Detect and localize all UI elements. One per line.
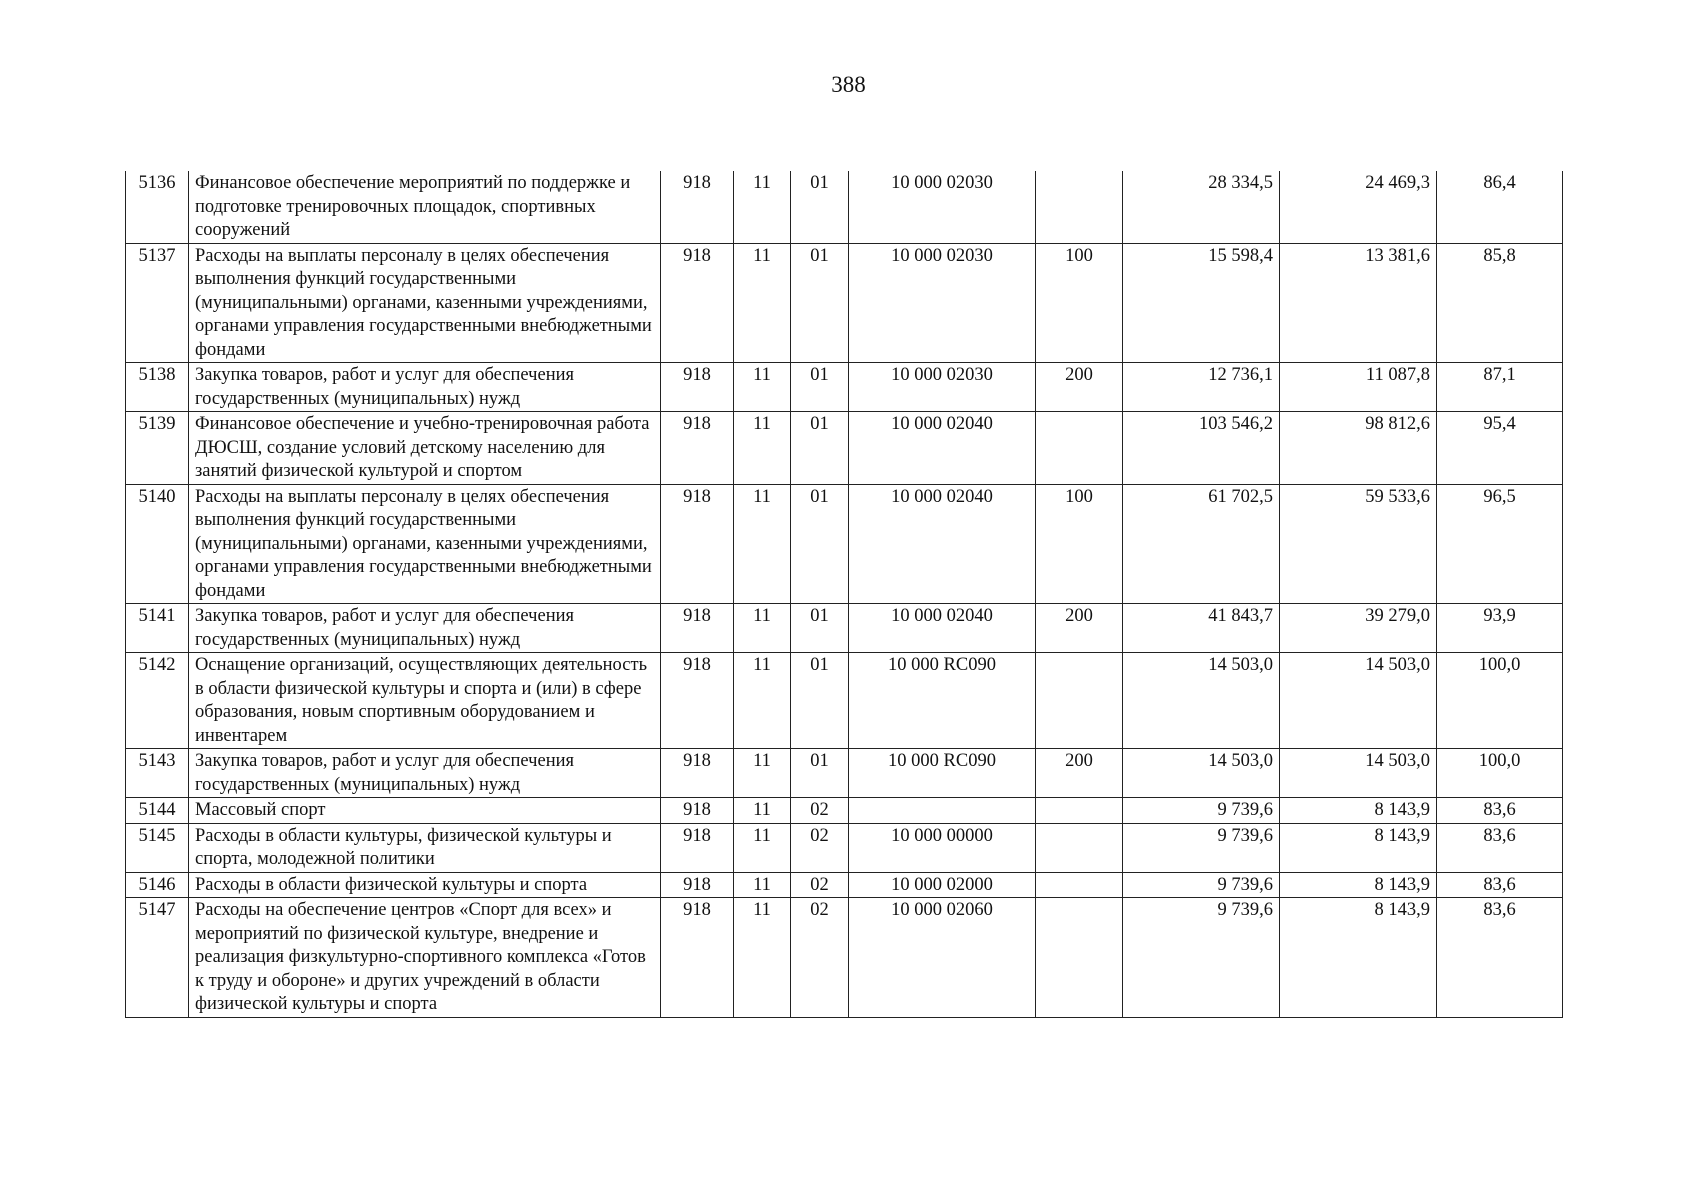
row-name: Расходы на выплаты персоналу в целях обеспечения выполнения функций государственными (муниципальными) органами, казенными учреждениями, органами управления государственными внебюджетными фондами <box>189 484 661 604</box>
execution-percent: 86,4 <box>1437 171 1563 243</box>
target-article-code: 10 000 00000 <box>849 823 1036 872</box>
row-number: 5147 <box>126 898 189 1018</box>
row-number: 5141 <box>126 604 189 653</box>
actual-amount: 13 381,6 <box>1280 243 1437 363</box>
section-code: 11 <box>734 243 791 363</box>
actual-amount: 8 143,9 <box>1280 798 1437 824</box>
actual-amount: 14 503,0 <box>1280 653 1437 749</box>
subsection-code: 01 <box>791 653 849 749</box>
row-number: 5137 <box>126 243 189 363</box>
row-name: Расходы на выплаты персоналу в целях обеспечения выполнения функций государственными (муниципальными) органами, казенными учреждениями, органами управления государственными внебюджетными фондами <box>189 243 661 363</box>
subsection-code: 01 <box>791 749 849 798</box>
actual-amount: 11 087,8 <box>1280 363 1437 412</box>
row-name: Расходы на обеспечение центров «Спорт для всех» и мероприятий по физической культуре, внедрение и реализация физкультурно-спортивного комплекса «Готов к труду и обороне» и других учреждений в области физической культуры и спорта <box>189 898 661 1018</box>
dept-code: 918 <box>661 171 734 243</box>
page-number: 388 <box>831 72 866 97</box>
section-code: 11 <box>734 798 791 824</box>
plan-amount: 9 739,6 <box>1123 823 1280 872</box>
subsection-code: 01 <box>791 484 849 604</box>
row-name: Закупка товаров, работ и услуг для обеспечения государственных (муниципальных) нужд <box>189 604 661 653</box>
table-row <box>126 363 1563 412</box>
actual-amount: 98 812,6 <box>1280 412 1437 485</box>
row-number: 5144 <box>126 798 189 824</box>
execution-percent: 83,6 <box>1437 798 1563 824</box>
dept-code: 918 <box>661 363 734 412</box>
budget-table <box>125 171 1563 1018</box>
dept-code: 918 <box>661 749 734 798</box>
row-name: Закупка товаров, работ и услуг для обеспечения государственных (муниципальных) нужд <box>189 749 661 798</box>
target-article-code: 10 000 RC090 <box>849 749 1036 798</box>
table-row <box>126 243 1563 363</box>
execution-percent: 100,0 <box>1437 749 1563 798</box>
row-name: Финансовое обеспечение и учебно-тренировочная работа ДЮСШ, создание условий детскому населению для занятий физической культурой и спортом <box>189 412 661 485</box>
execution-percent: 83,6 <box>1437 898 1563 1018</box>
actual-amount: 8 143,9 <box>1280 823 1437 872</box>
expense-type-code: 200 <box>1036 604 1123 653</box>
dept-code: 918 <box>661 872 734 898</box>
section-code: 11 <box>734 749 791 798</box>
plan-amount: 61 702,5 <box>1123 484 1280 604</box>
execution-percent: 83,6 <box>1437 823 1563 872</box>
execution-percent: 87,1 <box>1437 363 1563 412</box>
execution-percent: 85,8 <box>1437 243 1563 363</box>
dept-code: 918 <box>661 243 734 363</box>
table-row <box>126 872 1563 898</box>
plan-amount: 9 739,6 <box>1123 798 1280 824</box>
dept-code: 918 <box>661 798 734 824</box>
row-name: Расходы в области культуры, физической культуры и спорта, молодежной политики <box>189 823 661 872</box>
row-name: Оснащение организаций, осуществляющих деятельность в области физической культуры и спорта и (или) в сфере образования, новым спортивным оборудованием и инвентарем <box>189 653 661 749</box>
row-name: Финансовое обеспечение мероприятий по поддержке и подготовке тренировочных площадок, спортивных сооружений <box>189 171 661 243</box>
row-name: Закупка товаров, работ и услуг для обеспечения государственных (муниципальных) нужд <box>189 363 661 412</box>
subsection-code: 01 <box>791 363 849 412</box>
dept-code: 918 <box>661 604 734 653</box>
plan-amount: 103 546,2 <box>1123 412 1280 485</box>
actual-amount: 24 469,3 <box>1280 171 1437 243</box>
target-article-code: 10 000 RC090 <box>849 653 1036 749</box>
subsection-code: 02 <box>791 823 849 872</box>
table-row <box>126 653 1563 749</box>
table-row <box>126 898 1563 1018</box>
row-number: 5138 <box>126 363 189 412</box>
execution-percent: 100,0 <box>1437 653 1563 749</box>
section-code: 11 <box>734 484 791 604</box>
expense-type-code: 200 <box>1036 363 1123 412</box>
section-code: 11 <box>734 898 791 1018</box>
subsection-code: 01 <box>791 604 849 653</box>
dept-code: 918 <box>661 823 734 872</box>
expense-type-code <box>1036 898 1123 1018</box>
actual-amount: 14 503,0 <box>1280 749 1437 798</box>
actual-amount: 59 533,6 <box>1280 484 1437 604</box>
table-body <box>126 171 1563 1017</box>
execution-percent: 95,4 <box>1437 412 1563 485</box>
subsection-code: 02 <box>791 872 849 898</box>
row-number: 5142 <box>126 653 189 749</box>
dept-code: 918 <box>661 653 734 749</box>
target-article-code: 10 000 02040 <box>849 484 1036 604</box>
section-code: 11 <box>734 604 791 653</box>
execution-percent: 83,6 <box>1437 872 1563 898</box>
section-code: 11 <box>734 823 791 872</box>
dept-code: 918 <box>661 412 734 485</box>
dept-code: 918 <box>661 898 734 1018</box>
row-number: 5140 <box>126 484 189 604</box>
target-article-code <box>849 798 1036 824</box>
execution-percent: 96,5 <box>1437 484 1563 604</box>
plan-amount: 15 598,4 <box>1123 243 1280 363</box>
table-row <box>126 412 1563 485</box>
subsection-code: 01 <box>791 412 849 485</box>
row-name: Массовый спорт <box>189 798 661 824</box>
table-row <box>126 798 1563 824</box>
dept-code: 918 <box>661 484 734 604</box>
table-row <box>126 823 1563 872</box>
subsection-code: 01 <box>791 243 849 363</box>
subsection-code: 02 <box>791 898 849 1018</box>
row-number: 5139 <box>126 412 189 485</box>
plan-amount: 14 503,0 <box>1123 749 1280 798</box>
target-article-code: 10 000 02000 <box>849 872 1036 898</box>
actual-amount: 8 143,9 <box>1280 898 1437 1018</box>
section-code: 11 <box>734 872 791 898</box>
expense-type-code <box>1036 653 1123 749</box>
execution-percent: 93,9 <box>1437 604 1563 653</box>
section-code: 11 <box>734 653 791 749</box>
table-row <box>126 604 1563 653</box>
subsection-code: 02 <box>791 798 849 824</box>
row-number: 5146 <box>126 872 189 898</box>
table-row <box>126 749 1563 798</box>
expense-type-code: 200 <box>1036 749 1123 798</box>
plan-amount: 41 843,7 <box>1123 604 1280 653</box>
expense-type-code <box>1036 823 1123 872</box>
row-number: 5145 <box>126 823 189 872</box>
expense-type-code <box>1036 171 1123 243</box>
target-article-code: 10 000 02040 <box>849 604 1036 653</box>
target-article-code: 10 000 02030 <box>849 243 1036 363</box>
plan-amount: 12 736,1 <box>1123 363 1280 412</box>
target-article-code: 10 000 02030 <box>849 363 1036 412</box>
actual-amount: 8 143,9 <box>1280 872 1437 898</box>
row-number: 5136 <box>126 171 189 243</box>
row-name: Расходы в области физической культуры и спорта <box>189 872 661 898</box>
target-article-code: 10 000 02040 <box>849 412 1036 485</box>
section-code: 11 <box>734 412 791 485</box>
expense-type-code <box>1036 798 1123 824</box>
expense-type-code <box>1036 872 1123 898</box>
subsection-code: 01 <box>791 171 849 243</box>
plan-amount: 9 739,6 <box>1123 898 1280 1018</box>
target-article-code: 10 000 02030 <box>849 171 1036 243</box>
row-number: 5143 <box>126 749 189 798</box>
plan-amount: 28 334,5 <box>1123 171 1280 243</box>
table-row <box>126 171 1563 243</box>
expense-type-code <box>1036 412 1123 485</box>
actual-amount: 39 279,0 <box>1280 604 1437 653</box>
expense-type-code: 100 <box>1036 243 1123 363</box>
table-row <box>126 484 1563 604</box>
expense-type-code: 100 <box>1036 484 1123 604</box>
section-code: 11 <box>734 363 791 412</box>
plan-amount: 9 739,6 <box>1123 872 1280 898</box>
plan-amount: 14 503,0 <box>1123 653 1280 749</box>
target-article-code: 10 000 02060 <box>849 898 1036 1018</box>
section-code: 11 <box>734 171 791 243</box>
